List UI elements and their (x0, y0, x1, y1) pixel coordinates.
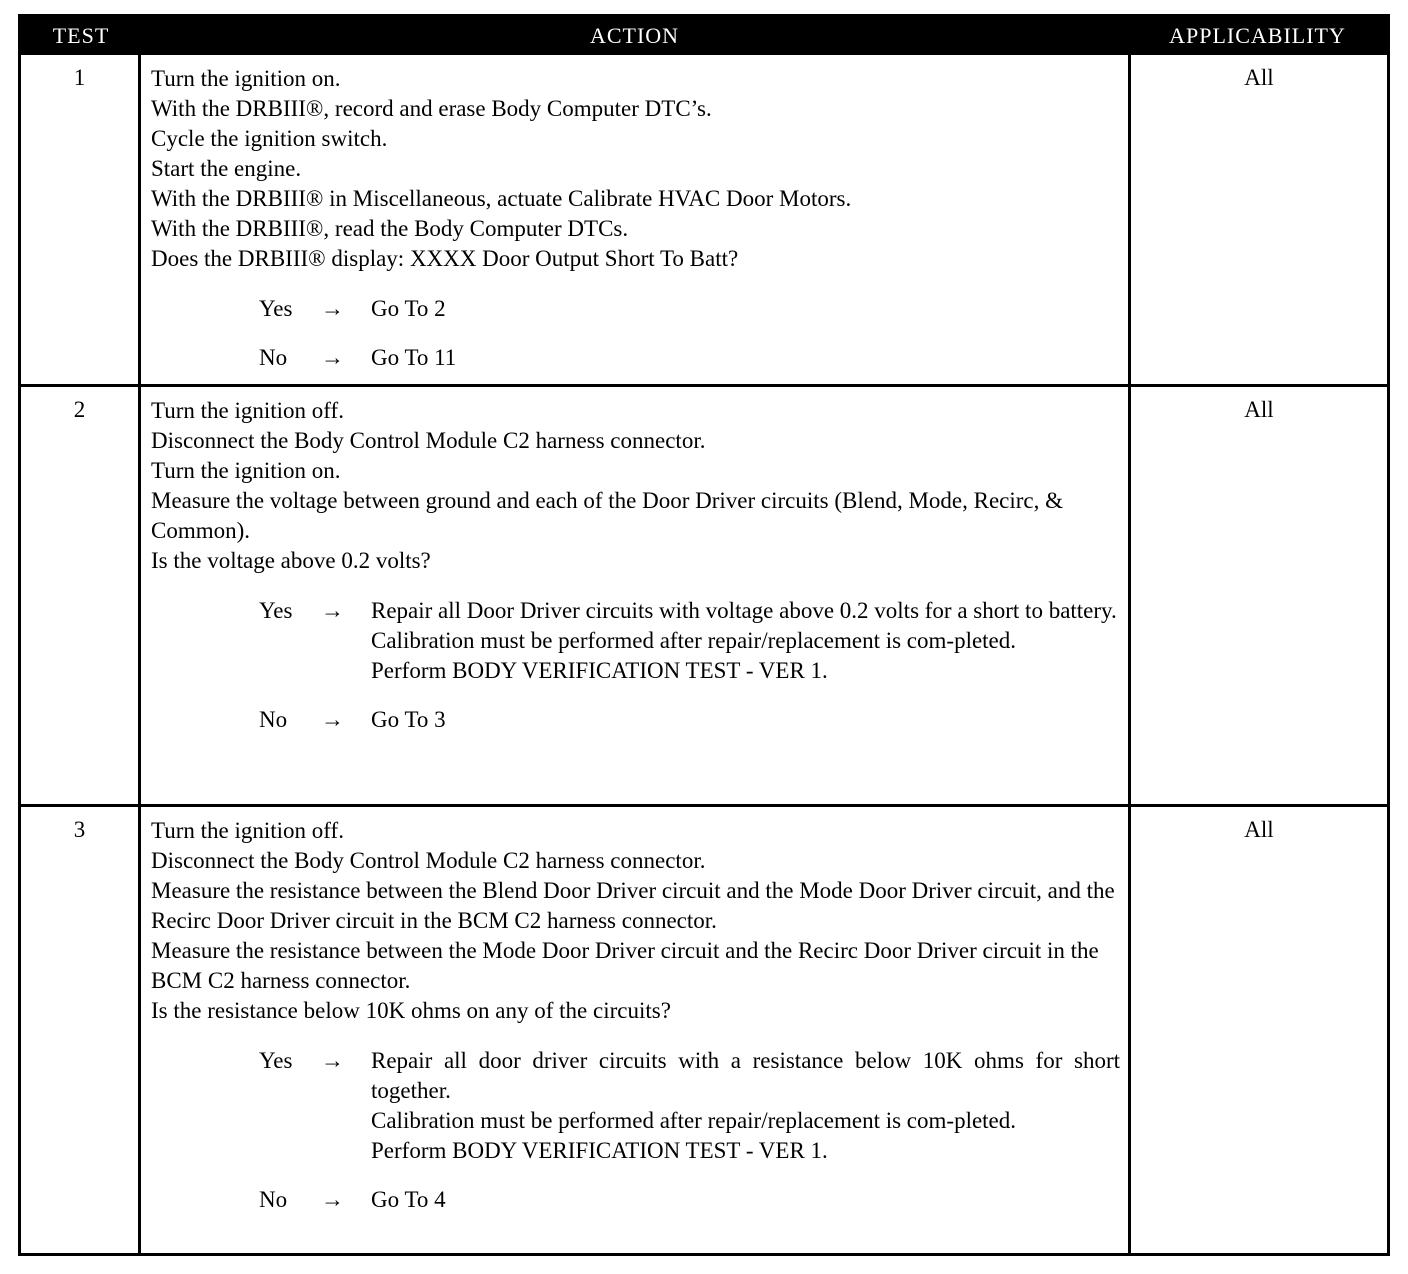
table-body (21, 55, 1387, 1256)
yes-answer-line: Perform BODY VERIFICATION TEST - VER 1. (371, 1138, 828, 1163)
answer-block (259, 1046, 1120, 1215)
answer-block (259, 294, 1120, 373)
table-row (21, 387, 1387, 807)
action-step: Disconnect the Body Control Module C2 harness connector. (151, 428, 706, 453)
applicability-cell: All (1244, 817, 1274, 842)
yes-answer (259, 294, 1120, 324)
test-number: 2 (21, 387, 141, 804)
action-step: With the DRBIII®, read the Body Computer DTCs. (151, 216, 629, 241)
no-answer-line: Go To 11 (371, 345, 457, 370)
yes-answer-line: Repair all door driver circuits with a resistance below 10K ohms for short together. (371, 1048, 1120, 1103)
yes-answer-text (371, 294, 1120, 324)
no-answer-text (371, 343, 1120, 373)
test-number: 1 (21, 55, 141, 384)
action-step: Turn the ignition off. (151, 398, 344, 423)
yes-answer-line: Calibration must be performed after repair/replacement is com-pleted. (371, 1108, 1017, 1133)
header-action: ACTION (589, 23, 680, 48)
right-arrow-icon: → (321, 1187, 344, 1212)
action-step: With the DRBIII® in Miscellaneous, actuate Calibrate HVAC Door Motors. (151, 186, 852, 211)
no-answer-text (371, 705, 1120, 735)
applicability-cell: All (1244, 65, 1274, 90)
action-step: Is the voltage above 0.2 volts? (151, 548, 431, 573)
action-step: Start the engine. (151, 156, 302, 181)
yes-answer-line: Repair all Door Driver circuits with voltage above 0.2 volts for a short to battery. (371, 598, 1117, 623)
yes-answer-label: Yes (259, 598, 293, 623)
header-applicability: APPLICABILITY (1169, 23, 1346, 48)
right-arrow-icon: → (321, 296, 344, 321)
yes-answer-label: Yes (259, 296, 293, 321)
yes-answer-text (371, 1046, 1120, 1166)
action-cell (141, 55, 1131, 384)
test-number: 3 (21, 807, 141, 1256)
yes-answer-line: Calibration must be performed after repair/replacement is com-pleted. (371, 628, 1017, 653)
action-step: Turn the ignition on. (151, 458, 341, 483)
table-row (21, 55, 1387, 387)
yes-answer (259, 1046, 1120, 1166)
action-step: With the DRBIII®, record and erase Body Computer DTC’s. (151, 96, 712, 121)
action-step: Turn the ignition off. (151, 818, 344, 843)
action-step: Does the DRBIII® display: XXXX Door Output Short To Batt? (151, 246, 739, 271)
no-answer-label: No (259, 1187, 288, 1212)
table-row (21, 807, 1387, 1256)
no-answer (259, 343, 1120, 373)
yes-answer-line: Perform BODY VERIFICATION TEST - VER 1. (371, 658, 828, 683)
yes-answer-label: Yes (259, 1048, 293, 1073)
action-step: Measure the voltage between ground and each of the Door Driver circuits (Blend, Mode, Recirc, & Common). (151, 488, 1064, 543)
action-step: Is the resistance below 10K ohms on any of the circuits? (151, 998, 671, 1023)
no-answer (259, 705, 1120, 735)
yes-answer-line: Go To 2 (371, 296, 446, 321)
action-step: Disconnect the Body Control Module C2 harness connector. (151, 848, 706, 873)
answer-block (259, 596, 1120, 735)
action-step: Cycle the ignition switch. (151, 126, 388, 151)
right-arrow-icon: → (321, 598, 344, 623)
yes-answer-text (371, 596, 1120, 686)
yes-answer (259, 596, 1120, 686)
no-answer-line: Go To 3 (371, 707, 446, 732)
header-test: TEST (52, 23, 110, 48)
no-answer-label: No (259, 707, 288, 732)
no-answer-label: No (259, 345, 288, 370)
right-arrow-icon: → (321, 1048, 344, 1073)
applicability-cell: All (1244, 397, 1274, 422)
action-cell (141, 387, 1131, 804)
no-answer-text (371, 1185, 1120, 1215)
right-arrow-icon: → (321, 707, 344, 732)
table-header (21, 17, 1387, 55)
action-step: Measure the resistance between the Mode Door Driver circuit and the Recirc Door Driver circuit in the BCM C2 harness connector. (151, 938, 1099, 993)
no-answer-line: Go To 4 (371, 1187, 446, 1212)
right-arrow-icon: → (321, 345, 344, 370)
no-answer (259, 1185, 1120, 1215)
action-step: Measure the resistance between the Blend Door Driver circuit and the Mode Door Driver circuit, and the Recirc Door Driver circuit in the BCM C2 harness connector. (151, 878, 1115, 933)
action-cell (141, 807, 1131, 1256)
action-step: Turn the ignition on. (151, 66, 341, 91)
diagnostic-table (18, 14, 1390, 1256)
